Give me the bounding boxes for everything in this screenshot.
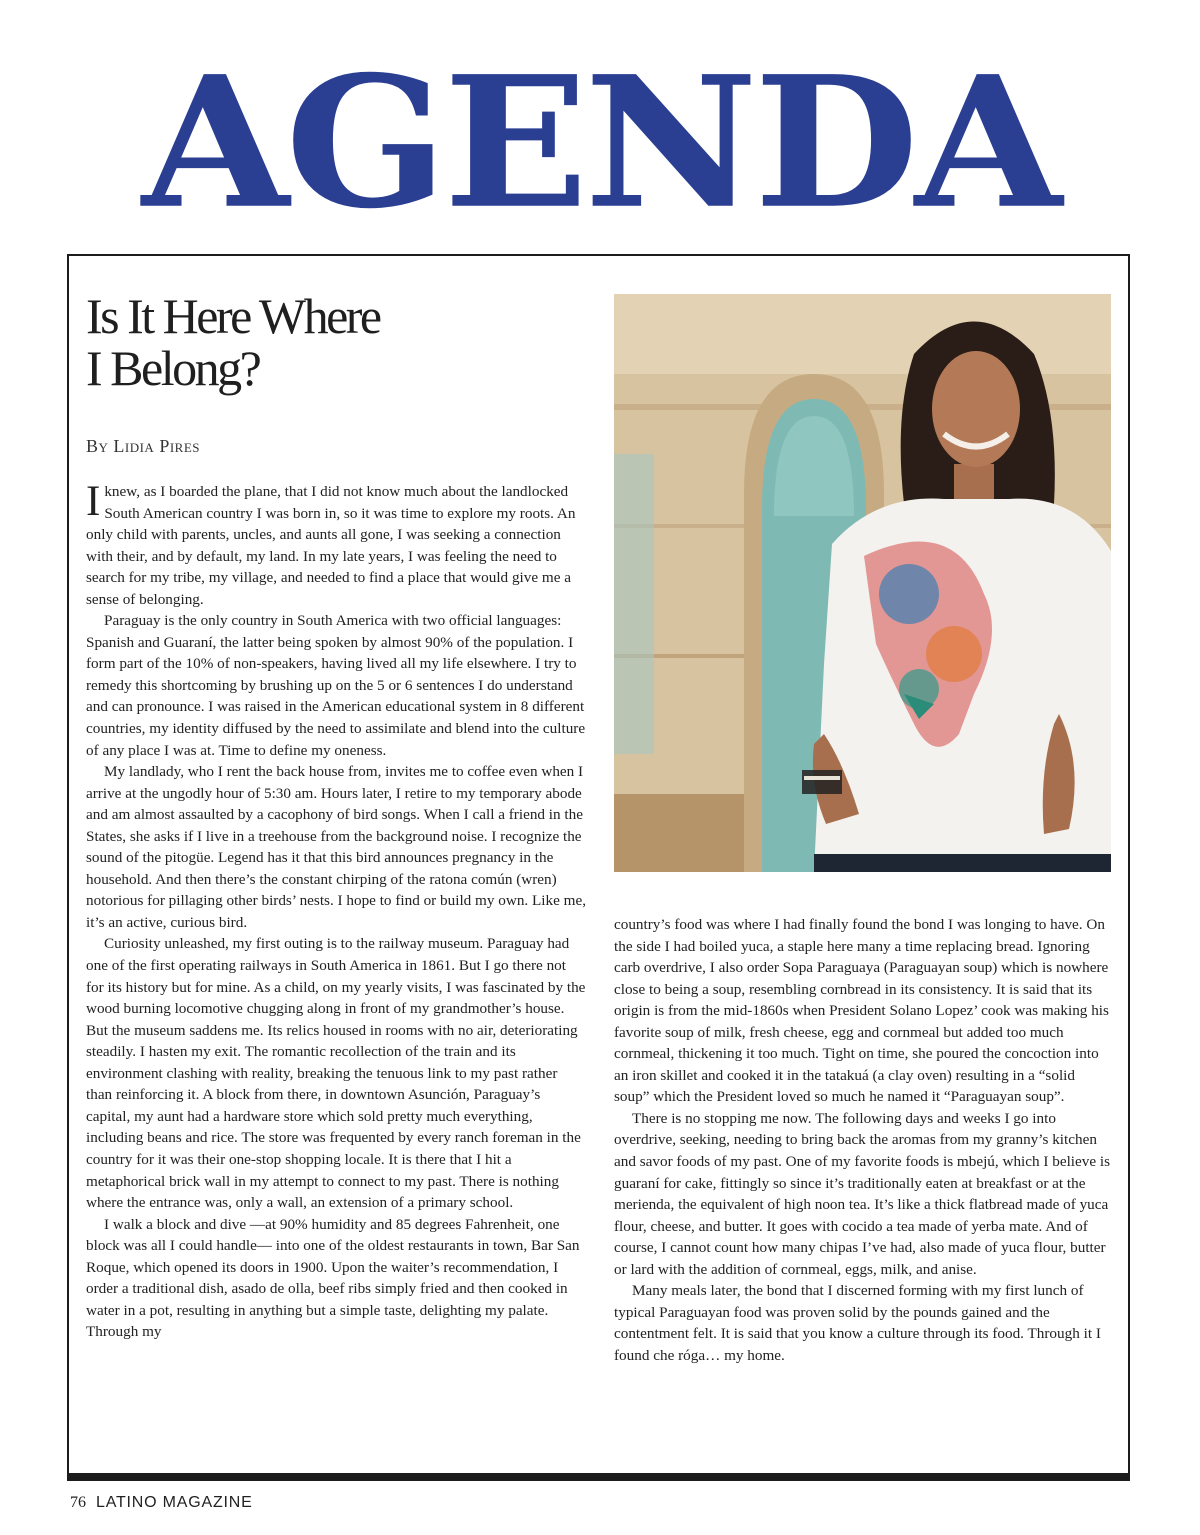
paragraph: My landlady, who I rent the back house from, invites me to coffee even when I arrive at the ungodly hour of 5:30 am. Hours later, I retire to my temporary abode and am almost assaulted by a cacophony of bird songs. When I call a friend in the States, she asks if I live in a treehouse from the background noise. I recognize the sound of the pitogüe. Legend has it that this bird announces pregnancy in the household. And then there’s the constant chirping of the ratona común (wren) notorious for pillaging other birds’ nests. I hope to find or build my own. Like me, it’s an active, curious bird. xyxy=(86,763,586,931)
article-column-left xyxy=(86,478,586,1343)
paragraph: I walk a block and dive —at 90% humidity and 85 degrees Fahrenheit, one block was all I could handle— into one of the oldest restaurants in town, Bar San Roque, which opened its doors in 1900. Upon the waiter’s recommendation, I order a traditional dish, asado de olla, beef ribs simply fried and then cooked in water in a pot, resulting in anything but a simple taste, delighting my palate. Through my xyxy=(86,1215,580,1341)
paragraph: Paraguay is the only country in South America with two official languages: Spanish and Guaraní, the latter being spoken by almost 90% of the population. I form part of the 10% of non-speakers, having lived all my life elsewhere. I try to remedy this shortcoming by brushing up on the 5 or 6 sentences I do understand and can pronounce. I was raised in the American educational system in 8 different countries, my identity diffused by the need to assimilate and blend into the culture of any place I was at. Time to define my oneness. xyxy=(86,612,586,759)
page-footer xyxy=(70,1494,253,1512)
masthead-title: AGENDA xyxy=(141,36,1059,249)
drop-cap: I xyxy=(86,478,101,525)
title-line-1: Is It Here Where xyxy=(86,288,380,344)
paragraph: country’s food was where I had finally found the bond I was longing to have. On the side I had boiled yuca, a staple here many a time replacing bread. Ignoring carb overdrive, I also order Sopa Paraguaya (Paraguayan soup) which is nowhere close to being a soup, resembling cornbread in its consistency. It is said that its origin is from the mid-1860s when President Solano Lopez’ cook was making his favorite soup of milk, fresh cheese, egg and cornmeal but added too much cornmeal, thickening it too much. Tight on time, she poured the concoction into an iron skillet and cooked it in the tatakuá (a clay oven) resulting in a “solid soup” which the President loved so much he named it “Paraguayan soup”. xyxy=(614,916,1109,1106)
byline: By Lidia Pires xyxy=(86,436,201,456)
paragraph: Many meals later, the bond that I discerned forming with my first lunch of typical Paraguayan food was proven solid by the pounds gained and the contentment felt. It is said that you know a culture through its food. Through it I found che róga… my home. xyxy=(614,1282,1101,1364)
page-number: 76 xyxy=(70,1494,86,1511)
title-line-2: I Belong? xyxy=(86,340,260,396)
paragraph-text: knew, as I boarded the plane, that I did not know much about the landlocked South American country I was born in, so it was time to explore my roots. An only child with parents, uncles, and aunts all gone, I was seeking a connection with their, and by default, my land. In my late years, I was feeling the need to search for my tribe, my village, and needed to find a place that would give me a sense of belonging. xyxy=(86,483,576,608)
paragraph: There is no stopping me now. The following days and weeks I go into overdrive, seeking, needing to bring back the aromas from my granny’s kitchen and savor foods of my past. One of my favorite foods is mbejú, which I believe is guaraní for cake, fittingly so since it’s traditionally eaten at breakfast or at the merienda, the equivalent of high noon tea. It’s like a thick flatbread made of yuca flour, cheese, and butter. It goes with cocido a tea made of yerba mate. And of course, I cannot count how many chipas I’ve had, also made of yuca flour, butter or lard with the addition of cornmeal, eggs, milk, and anise. xyxy=(614,1109,1111,1278)
paragraph xyxy=(86,478,586,610)
paragraph: Curiosity unleashed, my first outing is to the railway museum. Paraguay had one of the first operating railways in South America in 1861. But I go there not for its history but for mine. As a child, on my yearly visits, I was fascinated by the wood burning locomotive chugging along in front of my grandmother’s house. But the museum saddens me. Its relics housed in rooms with no air, deteriorating steadily. I hasten my exit. The romantic recollection of the train and its environment clashing with reality, breaking the tenuous link to my past rather than reinforcing it. A block from there, in downtown Asunción, Paraguay’s capital, my aunt had a hardware store which sold pretty much everything, including beans and rice. The store was frequented by every ranch foreman in the country for it was their one-stop shopping locale. It is there that I hit a metaphorical brick wall in my attempt to connect to my past. There is nothing where the entrance was, only a wall, an extension of a primary school. xyxy=(86,935,586,1212)
article-title xyxy=(86,290,586,394)
publication-name: LATINO MAGAZINE xyxy=(96,1494,253,1511)
article-column-right xyxy=(614,914,1114,1366)
author-photo xyxy=(614,294,1111,872)
